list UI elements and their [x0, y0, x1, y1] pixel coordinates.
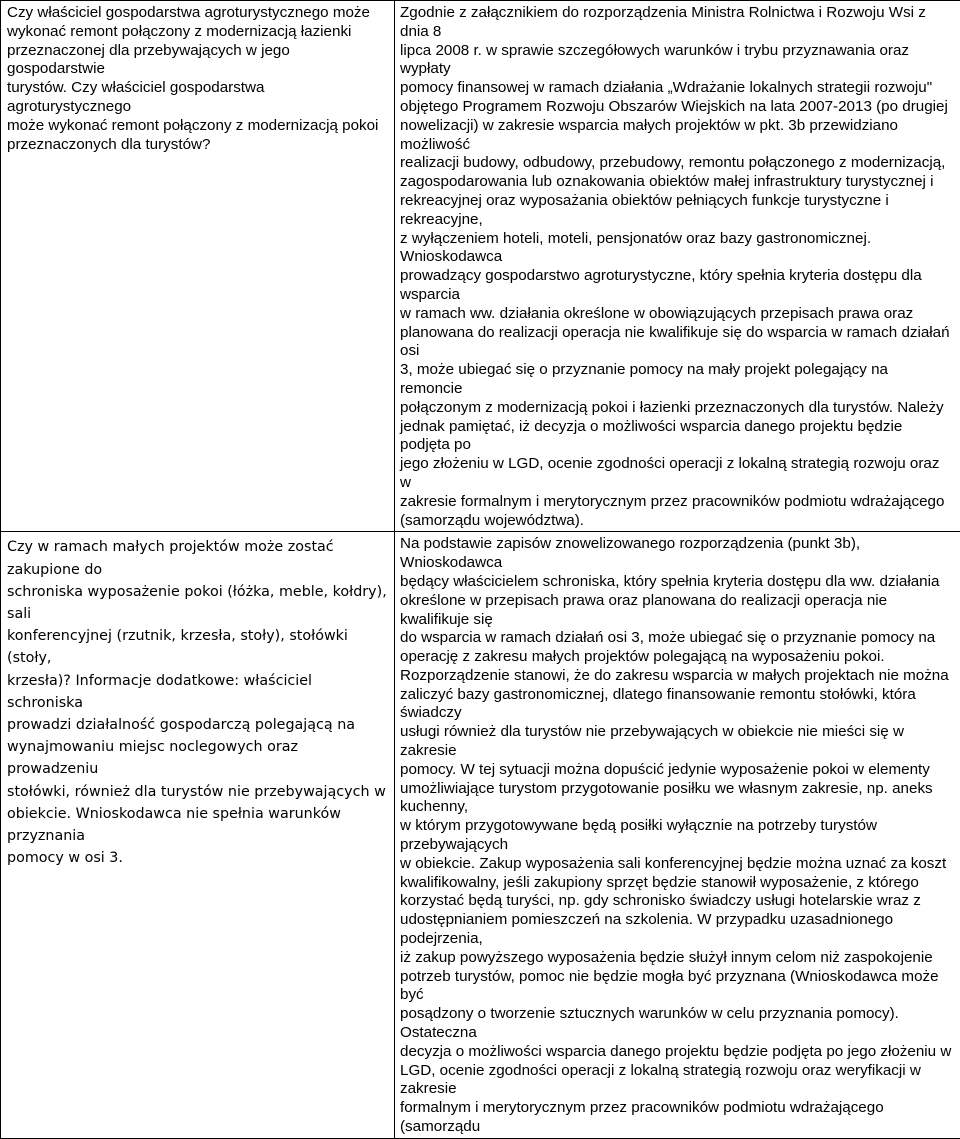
- answer-cell: [395, 1, 960, 532]
- answer-cell: [395, 532, 960, 1139]
- question-cell: [1, 1, 395, 532]
- answer-text: Zgodnie z załącznikiem do rozporządzenia Ministra Rolnictwa i Rozwoju Wsi z dnia 8 lipca 2008 r. w sprawie szczegółowych warunków i trybu przyznawania oraz wypłaty pomocy finansowej w ramach działania „Wdrażanie lokalnych strategii rozwoju" objętego Programem Rozwoju Obszarów Wiejskich na lata 2007-2013 (po drugiej nowelizacji) w zakresie wsparcia małych projektów w pkt. 3b przewidziano możliwość realizacji budowy, odbudowy, przebudowy, remontu połączonego z modernizacją, zagospodarowania lub oznakowania obiektów małej infrastruktury turystycznej i rekreacyjnej oraz wyposażania obiektów pełniących funkcje turystyczne i rekreacyjne, z wyłączeniem hoteli, moteli, pensjonatów oraz bazy gastronomicznej. Wnioskodawca prowadzący gospodarstwo agroturystyczne, który spełnia kryteria dostępu dla wsparcia w ramach ww. działania określone w obowiązujących przepisach prawa oraz planowana do realizacji operacja nie kwalifikuje się do wsparcia w ramach działań osi 3, może ubiegać się o przyznanie pomocy na mały projekt polegający na remoncie połączonym z modernizacją pokoi i łazienki przeznaczonych dla turystów. Należy jednak pamiętać, iż decyzja o możliwości wsparcia danego projektu będzie podjęta po jego złożeniu w LGD, ocenie zgodności operacji z lokalną strategią rozwoju oraz w zakresie formalnym i merytorycznym przez pracowników podmiotu wdrażającego (samorządu województwa).: [395, 1, 960, 531]
- answer-text: Na podstawie zapisów znowelizowanego rozporządzenia (punkt 3b), Wnioskodawca będący właścicielem schroniska, który spełnia kryteria dostępu dla ww. działania określone w przepisach prawa oraz planowana do realizacji operacja nie kwalifikuje się do wsparcia w ramach działań osi 3, może ubiegać się o przyznanie pomocy na operację z zakresu małych projektów polegającą na wyposażeniu pokoi. Rozporządzenie stanowi, że do zakresu wsparcia w małych projektach nie można zaliczyć bazy gastronomicznej, dlatego finansowanie remontu stołówki, która świadczy usługi również dla turystów nie przebywających w obiekcie nie mieści się w zakresie pomocy. W tej sytuacji można dopuścić jedynie wyposażenie pokoi w elementy umożliwiające turystom przygotowanie posiłku we własnym zakresie, np. aneks kuchenny, w którym przygotowywane będą posiłki wyłącznie na potrzeby turystów przebywających w obiekcie. Zakup wyposażenia sali konferencyjnej będzie można uznać za koszt kwalifikowalny, jeśli zakupiony sprzęt będzie stanowił wyposażenie, z którego korzystać będą turyści, np. gdy schronisko świadczy usługi hotelarskie wraz z udostępnianiem pomieszczeń na szkolenia. W przypadku uzasadnionego podejrzenia, iż zakup powyższego wyposażenia będzie służył innym celom niż zaspokojenie potrzeb turystów, pomoc nie będzie mogła być przyznana (Wnioskodawca może być posądzony o tworzenie sztucznych warunków w celu przyznania pomocy). Ostateczna decyzja o możliwości wsparcia danego projektu będzie podjęta po jego złożeniu w LGD, ocenie zgodności operacji z lokalną strategią rozwoju oraz weryfikacji w zakresie formalnym i merytorycznym przez pracowników podmiotu wdrażającego (samorządu: [395, 532, 960, 1138]
- question-text: Czy w ramach małych projektów może zostać zakupione do schroniska wyposażenie pokoi (łóżka, meble, kołdry), sali konferencyjnej (rzutnik, krzesła, stoły), stołówki (stoły, krzesła)? Informacje dodatkowe: właściciel schroniska prowadzi działalność gospodarczą polegającą na wynajmowaniu miejsc noclegowych oraz prowadzeniu stołówki, również dla turystów nie przebywających w obiekcie. Wnioskodawca nie spełnia warunków przyznania pomocy w osi 3.: [1, 532, 394, 870]
- table-row: [1, 1, 960, 532]
- question-cell: [1, 532, 395, 1139]
- question-text: Czy właściciel gospodarstwa agroturystycznego może wykonać remont połączony z modernizacją łazienki przeznaczonej dla przebywających w jego gospodarstwie turystów. Czy właściciel gospodarstwa agroturystycznego może wykonać remont połączony z modernizacją pokoi przeznaczonych dla turystów?: [1, 1, 394, 155]
- table-row: [1, 532, 960, 1139]
